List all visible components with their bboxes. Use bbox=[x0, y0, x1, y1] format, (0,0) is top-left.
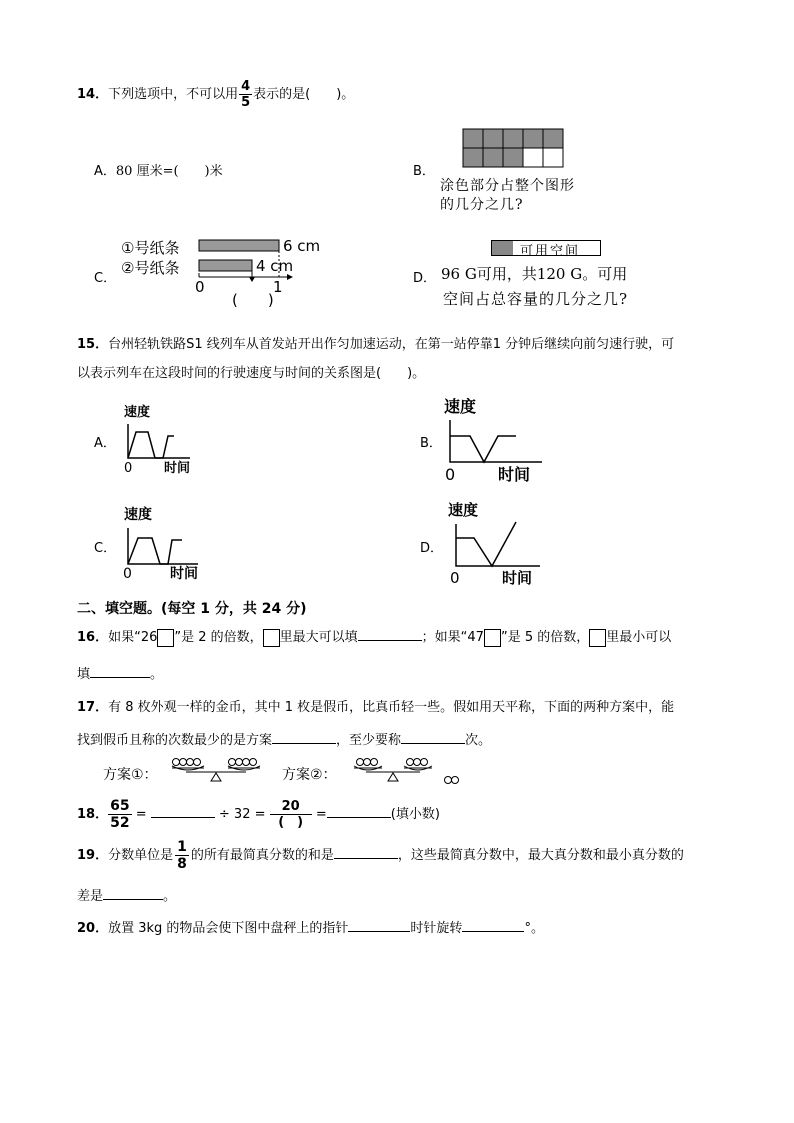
grid-cell bbox=[463, 129, 483, 148]
q17-blank2[interactable] bbox=[401, 731, 465, 744]
q15-graph-d-ylabel: 速度 bbox=[448, 501, 479, 519]
q14-option-a-letter: A． bbox=[94, 164, 116, 179]
q15-option-a-letter[interactable]: A． bbox=[94, 436, 116, 451]
q14-option-c-strip2-label: ②号纸条 bbox=[121, 259, 180, 277]
q20-text2: 时针旋转 bbox=[410, 921, 463, 936]
q16-box2 bbox=[263, 629, 280, 647]
q15-graph-a-ylabel: 速度 bbox=[124, 405, 151, 420]
q15-graph-b[interactable] bbox=[440, 392, 550, 486]
q17-plan2-label: 方案②： bbox=[282, 767, 337, 783]
q16-line1 bbox=[77, 628, 671, 648]
q16-text3: 里最大可以填 bbox=[279, 630, 358, 645]
grid-cell bbox=[523, 148, 543, 167]
q15-graph-b-origin: 0 bbox=[445, 465, 456, 484]
q18-blank2[interactable] bbox=[327, 805, 391, 818]
q15-option-b-letter[interactable]: B． bbox=[420, 436, 442, 451]
q15-graph-d-xlabel: 时间 bbox=[502, 569, 533, 587]
q14-option-d-bar-fill bbox=[492, 241, 513, 255]
q19-text4: 差是 bbox=[77, 889, 104, 904]
q19-text3: ，这些最简真分数中，最大真分数和最小真分数的 bbox=[397, 848, 684, 863]
q18-line bbox=[77, 795, 440, 835]
q14-option-a-text: 80 厘米=( )米 bbox=[115, 164, 223, 179]
q15-line1-text: 台州轻轨铁路S1 线列车从首发站开出作匀加速运动，在第一站停靠1 分钟后继续向前匀速行驶，可 bbox=[108, 337, 675, 352]
q15-graph-c-ylabel: 速度 bbox=[124, 507, 152, 523]
q17-line1 bbox=[77, 696, 674, 715]
q15-graph-b-ylabel: 速度 bbox=[444, 397, 477, 416]
q15-graph-c[interactable] bbox=[118, 502, 208, 582]
q20-blank2[interactable] bbox=[462, 919, 524, 932]
q14-option-a[interactable] bbox=[94, 160, 223, 179]
q18-fraction2 bbox=[270, 800, 312, 829]
q16-box4 bbox=[589, 629, 606, 647]
q19-line2 bbox=[77, 885, 176, 904]
q17-text-a: 找到假币且称的次数最少的是方案 bbox=[77, 733, 273, 748]
q16-text4: ；如果“47 bbox=[421, 630, 484, 645]
q17-text-c: 次。 bbox=[465, 733, 492, 748]
q19-blank1[interactable] bbox=[334, 846, 398, 859]
q15-option-d-letter[interactable]: D． bbox=[420, 541, 444, 556]
q14-stem bbox=[77, 78, 354, 112]
q15-graph-c-xlabel: 时间 bbox=[170, 566, 198, 582]
q16-box1[interactable] bbox=[157, 629, 174, 647]
q17-line2 bbox=[77, 729, 491, 748]
grid-cell bbox=[543, 148, 563, 167]
q14-option-c-tick0: 0 bbox=[195, 278, 205, 296]
grid-cell bbox=[483, 129, 503, 148]
grid-cell bbox=[483, 148, 503, 167]
grid-cell bbox=[543, 129, 563, 148]
q14-option-b-grid bbox=[462, 128, 564, 169]
q15-graph-c-origin: 0 bbox=[123, 566, 132, 582]
q14-option-d-line1: 96 G可用，共120 G。可用 bbox=[441, 265, 628, 283]
q14-option-d-bar-label: 可用空间 bbox=[520, 244, 581, 259]
section2-heading bbox=[77, 598, 307, 618]
q14-option-c-len2: 4 cm bbox=[256, 257, 294, 275]
q14-option-c-tick1: 1 bbox=[273, 278, 283, 296]
q20-line bbox=[77, 917, 544, 936]
q17-number: 17． bbox=[77, 700, 109, 715]
q17-blank1[interactable] bbox=[272, 731, 336, 744]
q18-note: (填小数) bbox=[390, 807, 440, 822]
q14-option-d-letter[interactable]: D． bbox=[413, 271, 437, 286]
q18-divide: ÷ 32 = bbox=[218, 807, 266, 822]
q19-fraction-num: 1 bbox=[177, 839, 187, 855]
q19-text1: 分数单位是 bbox=[108, 848, 174, 863]
q19-fraction-den: 8 bbox=[177, 856, 187, 872]
grid-cell bbox=[503, 148, 523, 167]
q14-option-d-line2: 空间占总容量的几分之几? bbox=[443, 290, 629, 308]
q16-text6: 里最小可以 bbox=[606, 630, 672, 645]
q19-text2: 的所有最简真分数的和是 bbox=[190, 848, 334, 863]
q16-text5: ”是 5 的倍数， bbox=[500, 630, 590, 645]
grid-cell bbox=[523, 129, 543, 148]
q14-stem-b: 表示的是( )。 bbox=[253, 87, 355, 102]
q14-stem-a: 下列选项中，不可以用 bbox=[108, 87, 239, 102]
q18-equals2: = bbox=[315, 807, 327, 822]
q14-option-b-line2: 的几分之几? bbox=[440, 197, 524, 213]
q15-line2: 以表示列车在这段时间的行驶速度与时间的关系图是( )。 bbox=[77, 366, 426, 381]
q16-box3[interactable] bbox=[484, 629, 501, 647]
q16-line2 bbox=[77, 663, 163, 682]
q16-text7: 填 bbox=[77, 667, 91, 682]
q16-text8: 。 bbox=[150, 667, 164, 682]
q17-line1-text: 有 8 枚外观一样的金币，其中 1 枚是假币，比真币轻一些。假如用天平称，下面的两种方案中，能 bbox=[108, 700, 675, 715]
q19-fraction bbox=[175, 840, 189, 871]
q15-number: 15． bbox=[77, 337, 109, 352]
q18-fraction2-den[interactable]: ( ) bbox=[278, 815, 304, 830]
q18-blank1[interactable] bbox=[151, 805, 215, 818]
q14-option-b-line1: 涂色部分占整个图形 bbox=[440, 178, 575, 194]
q15-graph-d-origin: 0 bbox=[450, 569, 460, 587]
q14-fraction bbox=[239, 80, 252, 109]
q14-fraction-num: 4 bbox=[241, 79, 251, 94]
q17-plan1-balance-icon bbox=[170, 756, 262, 784]
q18-fraction1-num: 65 bbox=[110, 798, 130, 814]
q20-number: 20． bbox=[77, 921, 109, 936]
q16-blank1[interactable] bbox=[358, 628, 422, 641]
q15-option-c-letter[interactable]: C． bbox=[94, 541, 117, 556]
q16-text2: ”是 2 的倍数， bbox=[174, 630, 263, 645]
q20-text3: °。 bbox=[524, 921, 544, 936]
q18-number: 18． bbox=[77, 807, 109, 822]
q18-equals1: = bbox=[135, 807, 147, 822]
q16-number: 16． bbox=[77, 630, 109, 645]
q17-plan2-balance-icon bbox=[352, 756, 472, 788]
q17-plan1-label: 方案①： bbox=[103, 767, 158, 783]
grid-cell bbox=[503, 129, 523, 148]
q15-graph-a[interactable] bbox=[118, 400, 198, 476]
q18-fraction1-den: 52 bbox=[110, 815, 130, 831]
q15-graph-b-xlabel: 时间 bbox=[498, 465, 531, 484]
section2-note: (每空 1 分，共 24 分) bbox=[161, 601, 307, 617]
q14-fraction-den: 5 bbox=[241, 95, 251, 110]
q15-line1 bbox=[77, 333, 674, 352]
q19-blank2[interactable] bbox=[103, 887, 163, 900]
section2-title: 二、填空题。 bbox=[77, 601, 161, 617]
q14-option-c-strip1-label: ①号纸条 bbox=[121, 239, 180, 257]
q19-text5: 。 bbox=[163, 889, 177, 904]
grid-cell bbox=[463, 148, 483, 167]
q19-number: 19． bbox=[77, 848, 109, 863]
q19-line1 bbox=[77, 836, 684, 876]
q15-graph-d[interactable] bbox=[444, 496, 550, 588]
q16-text1: 如果“26 bbox=[108, 630, 158, 645]
q15-graph-a-xlabel: 时间 bbox=[164, 461, 191, 476]
q16-blank2[interactable] bbox=[90, 665, 150, 678]
q14-option-c-len1: 6 cm bbox=[283, 237, 321, 255]
q14-option-c-letter[interactable]: C． bbox=[94, 271, 117, 286]
q18-fraction1 bbox=[108, 799, 131, 830]
q14-option-c-paren: ( ) bbox=[232, 291, 274, 309]
q20-text1: 放置 3kg 的物品会使下图中盘秤上的指针 bbox=[108, 921, 349, 936]
q14-option-d-bar bbox=[491, 240, 601, 259]
q15-graph-a-origin: 0 bbox=[124, 461, 133, 476]
q18-fraction2-num: 20 bbox=[270, 800, 312, 815]
q14-option-b-letter[interactable]: B． bbox=[413, 164, 435, 179]
q20-blank1[interactable] bbox=[348, 919, 410, 932]
q17-text-b: ，至少要称 bbox=[336, 733, 402, 748]
q14-number: 14． bbox=[77, 87, 109, 102]
